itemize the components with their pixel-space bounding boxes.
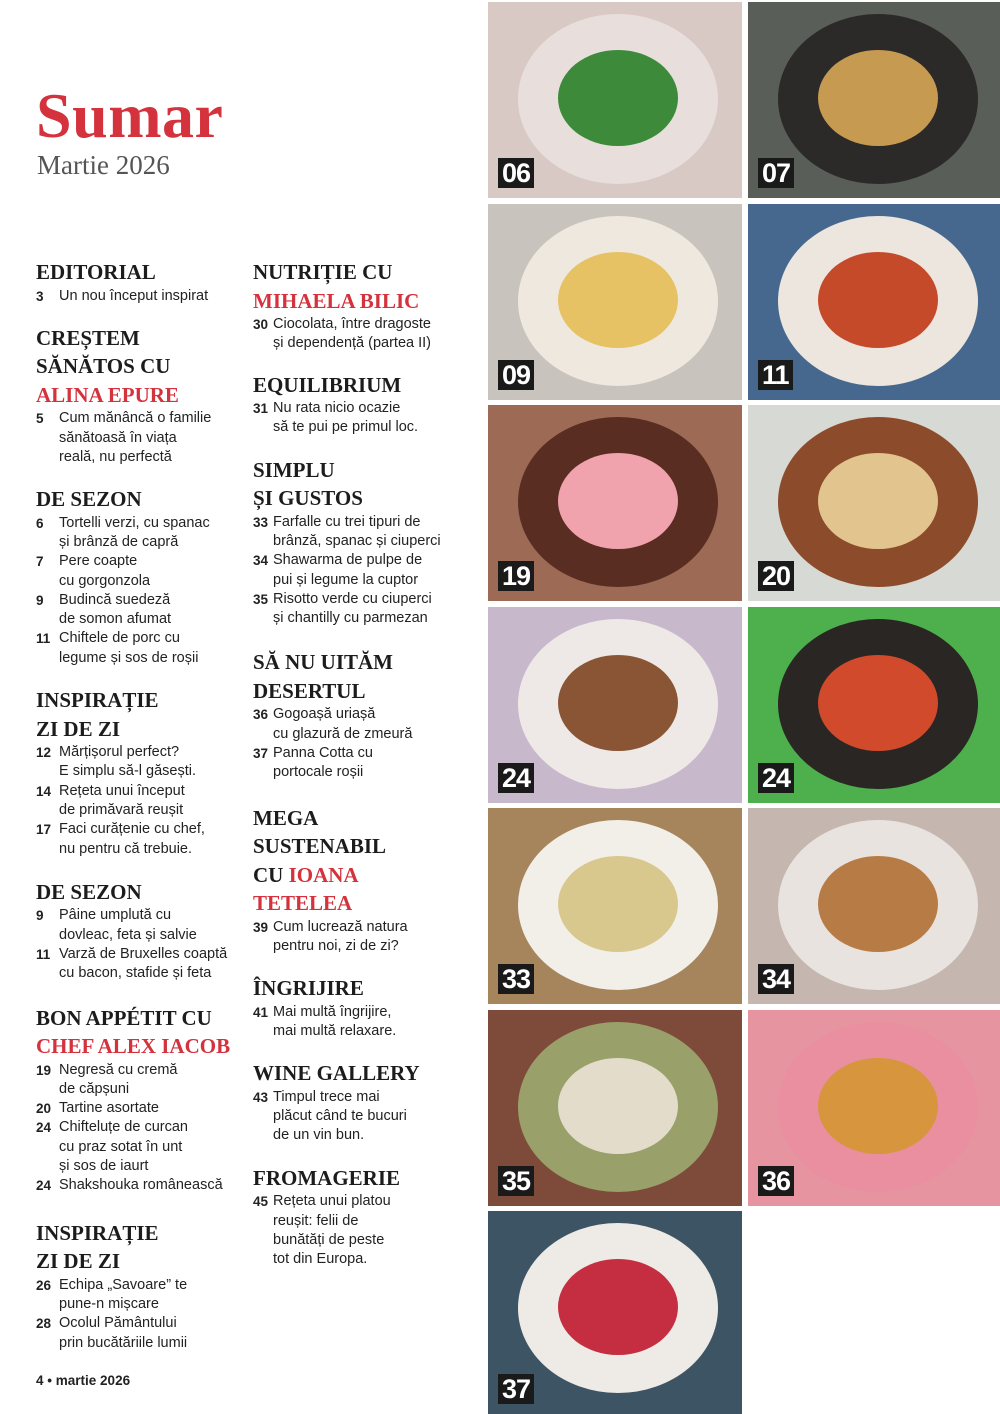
photo-food xyxy=(558,1058,678,1154)
photo-page-number: 19 xyxy=(498,561,534,591)
section-heading-line: DE SEZON xyxy=(36,487,142,512)
section-heading-line: SĂ NU UITĂM xyxy=(253,650,394,675)
entry-page-number: 11 xyxy=(36,946,51,962)
food-photo xyxy=(488,808,742,1004)
food-photo xyxy=(748,204,1000,400)
photo-food xyxy=(818,453,938,549)
entry-page-number: 19 xyxy=(36,1062,52,1078)
footer-separator: • xyxy=(47,1373,53,1388)
contents-entry xyxy=(36,1176,236,1195)
entry-title: Rețeta unui început de primăvară reușit xyxy=(59,782,185,818)
food-photo xyxy=(488,607,742,803)
entry-title: Chifteluțe de curcan cu praz sotat în unt și sos de iaurt xyxy=(59,1119,188,1175)
entry-title: Panna Cotta cu portocale roșii xyxy=(273,745,373,781)
contents-entry xyxy=(36,1314,236,1353)
entry-title: Rețeta unui platou reușit: felii de bunătăți de peste tot din Europa. xyxy=(273,1193,391,1268)
page-title: Sumar xyxy=(36,80,224,151)
contents-section xyxy=(36,1004,236,1196)
entry-page-number: 7 xyxy=(36,554,44,570)
food-photo xyxy=(488,405,742,601)
contents-entry xyxy=(36,906,236,945)
contents-entry xyxy=(253,705,468,744)
entry-page-number: 28 xyxy=(36,1316,52,1332)
entry-page-number: 26 xyxy=(36,1277,52,1293)
section-heading xyxy=(36,324,236,410)
contents-section xyxy=(36,686,236,859)
section-heading xyxy=(36,258,236,287)
section-heading-line: NUTRIȚIE CU xyxy=(253,260,393,284)
section-heading-line: SĂNĂTOS CU xyxy=(36,354,171,379)
section-heading-author: MIHAELA BILIC xyxy=(253,288,420,313)
contents-section xyxy=(253,648,468,782)
photo-page-number: 37 xyxy=(498,1374,534,1404)
photo-page-number: 06 xyxy=(498,158,534,188)
contents-entry xyxy=(36,1276,236,1315)
section-heading-line: FROMAGERIE xyxy=(253,1165,400,1190)
entry-page-number: 24 xyxy=(36,1178,52,1194)
contents-entry xyxy=(36,629,236,668)
entry-page-number: 43 xyxy=(253,1089,269,1105)
photo-page-number: 34 xyxy=(758,964,794,994)
entry-page-number: 24 xyxy=(36,1120,52,1136)
entry-page-number: 36 xyxy=(253,707,269,723)
photo-food xyxy=(558,453,678,549)
entry-page-number: 12 xyxy=(36,745,52,761)
contents-section xyxy=(253,456,468,629)
food-photo xyxy=(488,204,742,400)
section-heading xyxy=(36,686,236,743)
photo-food xyxy=(818,252,938,348)
entry-title: Ciocolata, între dragoste și dependență (partea II) xyxy=(273,316,431,352)
contents-column-left xyxy=(36,258,236,1353)
contents-entry xyxy=(36,514,236,553)
entry-page-number: 37 xyxy=(253,746,269,762)
section-heading-line: INSPIRAȚIE xyxy=(36,1220,159,1245)
entry-title: Pere coapte cu gorgonzola xyxy=(59,553,151,589)
food-photo xyxy=(488,1010,742,1206)
contents-entry xyxy=(36,591,236,630)
section-heading-line: DESERTUL xyxy=(253,678,366,703)
section-heading xyxy=(253,258,468,315)
photo-food xyxy=(558,50,678,146)
contents-entry xyxy=(253,551,468,590)
entry-title: Timpul trece mai plăcut când te bucuri de un vin bun. xyxy=(273,1088,407,1144)
photo-page-number: 33 xyxy=(498,964,534,994)
entry-title: Mai multă îngrijire, mai multă relaxare. xyxy=(273,1003,397,1040)
entry-page-number: 45 xyxy=(253,1194,269,1210)
entry-page-number: 41 xyxy=(253,1004,269,1020)
entry-title: Risotto verde cu ciuperci și chantilly cu parmezan xyxy=(273,590,432,627)
section-heading xyxy=(36,1004,236,1061)
section-heading xyxy=(253,1164,468,1193)
entry-page-number: 30 xyxy=(253,317,269,332)
page-subtitle: Martie 2026 xyxy=(37,150,170,180)
photo-page-number: 11 xyxy=(758,360,793,390)
contents-section xyxy=(36,1219,236,1353)
contents-entry xyxy=(253,513,468,552)
entry-title: Nu rata nicio ocazie să te pui pe primul loc. xyxy=(273,400,419,436)
photo-page-number: 09 xyxy=(498,360,534,390)
entry-title: Mărțișorul perfect? E simplu să-l găsești. xyxy=(59,744,196,780)
photo-food xyxy=(818,655,938,751)
contents-section xyxy=(36,324,236,467)
contents-entry xyxy=(36,1061,236,1100)
page-footer xyxy=(36,1373,130,1388)
contents-section xyxy=(253,1164,468,1270)
entry-title: Tortelli verzi, cu spanac și brânză de capră xyxy=(59,514,210,550)
photo-page-number: 07 xyxy=(758,158,794,188)
section-heading xyxy=(253,648,468,705)
entry-title: Varză de Bruxelles coaptă cu bacon, stafide și feta xyxy=(59,945,228,982)
section-heading-line: EQUILIBRIUM xyxy=(253,372,402,397)
section-heading-author: CHEF ALEX IACOB xyxy=(36,1034,231,1059)
photo-food xyxy=(558,252,678,348)
food-photo xyxy=(748,607,1000,803)
entry-title: Farfalle cu trei tipuri de brânză, spanac și ciuperci xyxy=(273,513,441,549)
photo-food xyxy=(558,655,678,751)
contents-entry xyxy=(36,1118,236,1176)
entry-page-number: 34 xyxy=(253,553,269,569)
contents-entry xyxy=(253,315,468,354)
photo-page-number: 24 xyxy=(498,763,534,793)
section-heading-line: DE SEZON xyxy=(36,879,142,904)
contents-section xyxy=(36,258,236,306)
entry-page-number: 31 xyxy=(253,401,269,417)
photo-food xyxy=(818,50,938,146)
entry-page-number: 14 xyxy=(36,783,52,799)
food-photo xyxy=(748,2,1000,198)
contents-entry xyxy=(36,409,236,467)
entry-title: Cum lucrează natura pentru noi, zi de zi? xyxy=(273,918,408,954)
section-heading-line: ȘI GUSTOS xyxy=(253,486,363,511)
contents-column-right xyxy=(253,258,468,1269)
food-photo xyxy=(748,1010,1000,1206)
contents-entry xyxy=(36,945,236,984)
section-heading xyxy=(36,1219,236,1276)
section-heading-author: TETELEA xyxy=(253,891,353,916)
section-heading-plain: CU xyxy=(253,862,289,887)
photo-page-number: 20 xyxy=(758,561,794,591)
food-photo xyxy=(748,405,1000,601)
photo-food xyxy=(818,1058,938,1154)
section-heading-line: SIMPLU xyxy=(253,457,335,482)
section-heading xyxy=(253,804,468,918)
section-heading xyxy=(253,371,468,400)
entry-title: Budincă suedeză de somon afumat xyxy=(59,591,172,628)
contents-section xyxy=(36,878,236,984)
entry-page-number: 35 xyxy=(253,591,269,607)
entry-title: Chiftele de porc cu legume și sos de roșii xyxy=(59,630,199,666)
section-heading xyxy=(253,974,468,1003)
section-heading-line: MEGA xyxy=(253,805,319,830)
contents-entry xyxy=(253,1003,468,1042)
contents-entry xyxy=(36,820,236,859)
photo-food xyxy=(558,856,678,952)
entry-page-number: 11 xyxy=(36,631,51,647)
contents-entry xyxy=(36,552,236,591)
contents-entry xyxy=(253,590,468,629)
contents-entry xyxy=(253,1192,468,1269)
photo-page-number: 35 xyxy=(498,1166,534,1196)
contents-entry xyxy=(36,1099,236,1118)
contents-section xyxy=(253,804,468,957)
contents-entry xyxy=(253,1088,468,1146)
food-photo xyxy=(488,1211,742,1414)
entry-page-number: 17 xyxy=(36,822,52,838)
section-heading xyxy=(253,456,468,513)
section-heading xyxy=(36,878,236,907)
section-heading-line: SUSTENABIL xyxy=(253,834,387,859)
section-heading-line: EDITORIAL xyxy=(36,260,156,284)
photo-food xyxy=(818,856,938,952)
section-heading-line: WINE GALLERY xyxy=(253,1061,420,1086)
food-photo xyxy=(748,808,1000,1004)
contents-entry xyxy=(253,744,468,783)
contents-entry xyxy=(253,918,468,957)
section-heading-line: ÎNGRIJIRE xyxy=(253,976,364,1001)
entry-title: Cum mănâncă o familie sănătoasă în viața reală, nu perfectă xyxy=(59,410,212,465)
contents-section xyxy=(253,1059,468,1145)
section-heading-author: IOANA xyxy=(288,862,359,887)
footer-page-number: 4 xyxy=(36,1373,44,1388)
entry-title: Tartine asortate xyxy=(59,1100,159,1117)
footer-issue: martie 2026 xyxy=(55,1373,131,1388)
entry-title: Gogoașă uriașă cu glazură de zmeură xyxy=(273,706,413,742)
photo-food xyxy=(558,1259,678,1355)
contents-entry xyxy=(253,399,468,438)
entry-title: Negresă cu cremă de căpșuni xyxy=(59,1061,178,1097)
entry-page-number: 20 xyxy=(36,1101,52,1117)
contents-entry xyxy=(36,743,236,782)
entry-title: Shakshouka românească xyxy=(59,1177,223,1194)
entry-title: Echipa „Savoare” te pune-n mișcare xyxy=(59,1276,188,1312)
contents-entry xyxy=(36,287,236,306)
photo-page-number: 24 xyxy=(758,763,794,793)
section-heading-line xyxy=(253,861,468,890)
entry-title: Shawarma de pulpe de pui și legume la cuptor xyxy=(273,552,423,588)
section-heading-line: ZI DE ZI xyxy=(36,716,121,741)
entry-page-number: 39 xyxy=(253,919,269,935)
entry-page-number: 9 xyxy=(36,592,44,608)
section-heading-line: CREȘTEM xyxy=(36,325,140,350)
entry-title: Faci curățenie cu chef, nu pentru că trebuie. xyxy=(59,821,205,857)
contents-entry xyxy=(36,782,236,821)
entry-title: Ocolul Pământului prin bucătăriile lumii xyxy=(59,1315,188,1351)
section-heading-author: ALINA EPURE xyxy=(36,382,179,407)
food-photo xyxy=(488,2,742,198)
contents-section xyxy=(253,974,468,1041)
entry-page-number: 9 xyxy=(36,908,44,924)
entry-page-number: 6 xyxy=(36,515,44,531)
entry-title: Pâine umplută cu dovleac, feta și salvie xyxy=(59,907,197,943)
entry-page-number: 5 xyxy=(36,411,44,427)
entry-page-number: 3 xyxy=(36,288,44,304)
section-heading-line: ZI DE ZI xyxy=(36,1249,121,1274)
entry-title: Un nou început inspirat xyxy=(59,287,209,304)
contents-section xyxy=(36,485,236,668)
section-heading-line: INSPIRAȚIE xyxy=(36,688,159,713)
section-heading-line: BON APPÉTIT CU xyxy=(36,1005,212,1030)
section-heading xyxy=(36,485,236,514)
contents-section xyxy=(253,258,468,354)
photo-page-number: 36 xyxy=(758,1166,794,1196)
contents-section xyxy=(253,371,468,438)
section-heading xyxy=(253,1059,468,1088)
entry-page-number: 33 xyxy=(253,514,269,530)
